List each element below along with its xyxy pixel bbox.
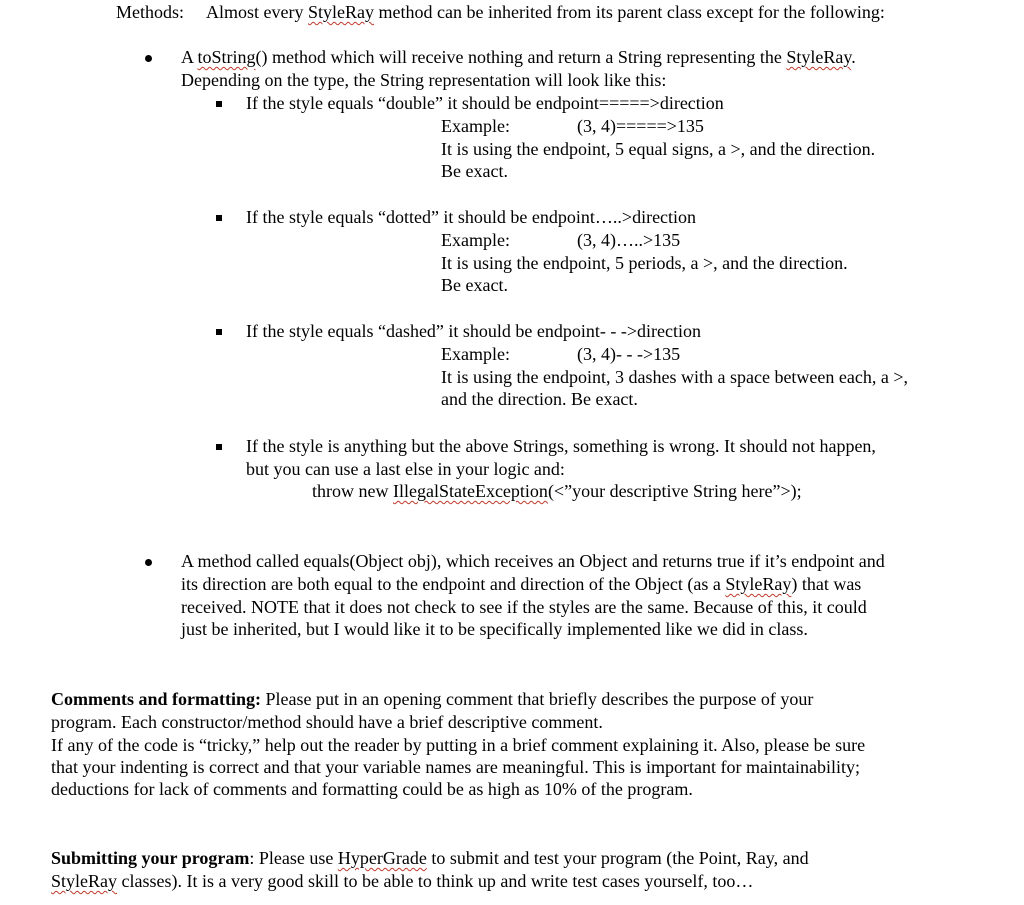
equals-line-1: A method called equals(Object obj), which receives an Object and returns true if it’s endpoint and xyxy=(181,551,885,571)
bullet-square-icon xyxy=(216,215,222,221)
comments-line-2: program. Each constructor/method should have a brief descriptive comment. xyxy=(51,712,603,732)
class-name-styleray: StyleRay xyxy=(51,871,117,891)
class-name-styleray: StyleRay xyxy=(725,574,792,594)
submit-heading: Submitting your program xyxy=(51,848,250,868)
case-dotted-example-value: (3, 4)…..>135 xyxy=(577,230,681,250)
class-name-styleray: StyleRay xyxy=(308,2,374,22)
bullet-square-icon xyxy=(216,329,222,335)
class-name-styleray: StyleRay xyxy=(786,47,852,67)
bullet-dot-icon xyxy=(145,559,152,566)
case-double-example-label: Example: xyxy=(441,116,510,136)
case-dotted-explanation: It is using the endpoint, 5 periods, a >, and the direction. xyxy=(441,253,848,273)
submit-line-1: Submitting your program: Please use HyperGrade to submit and test your program (the Point, Ray, and xyxy=(51,848,809,868)
case-dashed-example-value: (3, 4)- - ->135 xyxy=(577,344,681,364)
methods-intro: Almost every StyleRay method can be inherited from its parent class except for the following: xyxy=(206,2,885,22)
equals-line-3: received. NOTE that it does not check to see if the styles are the same. Because of this, it could xyxy=(181,597,867,617)
comments-line-1: Comments and formatting: Please put in an opening comment that briefly describes the purpose of your xyxy=(51,689,814,709)
case-dotted-example-label: Example: xyxy=(441,230,510,250)
bullet-square-icon xyxy=(216,101,222,107)
comments-line-4: that your indenting is correct and that your variable names are meaningful. This is important for maintainability; xyxy=(51,757,860,777)
case-dashed-explanation-cont: and the direction. Be exact. xyxy=(441,389,638,409)
case-double-explanation: It is using the endpoint, 5 equal signs, a >, and the direction. xyxy=(441,139,876,159)
bullet-dot-icon xyxy=(145,55,152,62)
case-dashed-explanation: It is using the endpoint, 3 dashes with a space between each, a >, xyxy=(441,367,909,387)
throw-statement: throw new IllegalStateException(<”your descriptive String here”>); xyxy=(312,481,802,501)
case-double-example-value: (3, 4)=====>135 xyxy=(577,116,704,136)
tool-name-hypergrade: HyperGrade xyxy=(337,848,427,868)
case-dotted-be-exact: Be exact. xyxy=(441,275,508,295)
comments-heading: Comments and formatting: xyxy=(51,689,261,709)
method-name-tostring: toString xyxy=(197,47,256,67)
bullet-square-icon xyxy=(216,444,222,450)
exception-name: IllegalStateException xyxy=(392,481,548,501)
case-double-condition: If the style equals “double” it should be endpoint=====>direction xyxy=(246,93,724,113)
case-dotted-condition: If the style equals “dotted” it should be endpoint…..>direction xyxy=(246,207,697,227)
case-double-be-exact: Be exact. xyxy=(441,161,508,181)
case-dashed-example-label: Example: xyxy=(441,344,510,364)
tostring-line-1: A toString() method which will receive nothing and return a String representing the StyleRay. xyxy=(181,47,856,67)
methods-heading xyxy=(116,1,885,24)
comments-line-5: deductions for lack of comments and formatting could be as high as 10% of the program. xyxy=(51,779,693,799)
submit-line-2: StyleRay classes). It is a very good skill to be able to think up and write test cases yourself, too… xyxy=(51,871,754,891)
else-case-line-2: but you can use a last else in your logic and: xyxy=(246,459,565,479)
equals-line-2: its direction are both equal to the endpoint and direction of the Object (as a StyleRay) that was xyxy=(181,574,862,594)
case-dashed-condition: If the style equals “dashed” it should be endpoint- - ->direction xyxy=(246,321,702,341)
comments-line-3: If any of the code is “tricky,” help out the reader by putting in a brief comment explaining it. Also, please be sure xyxy=(51,735,866,755)
tostring-line-2: Depending on the type, the String representation will look like this: xyxy=(181,70,667,90)
else-case-line-1: If the style is anything but the above Strings, something is wrong. It should not happen, xyxy=(246,436,876,456)
equals-line-4: just be inherited, but I would like it to be specifically implemented like we did in class. xyxy=(181,619,808,639)
methods-label: Methods: xyxy=(116,2,185,22)
